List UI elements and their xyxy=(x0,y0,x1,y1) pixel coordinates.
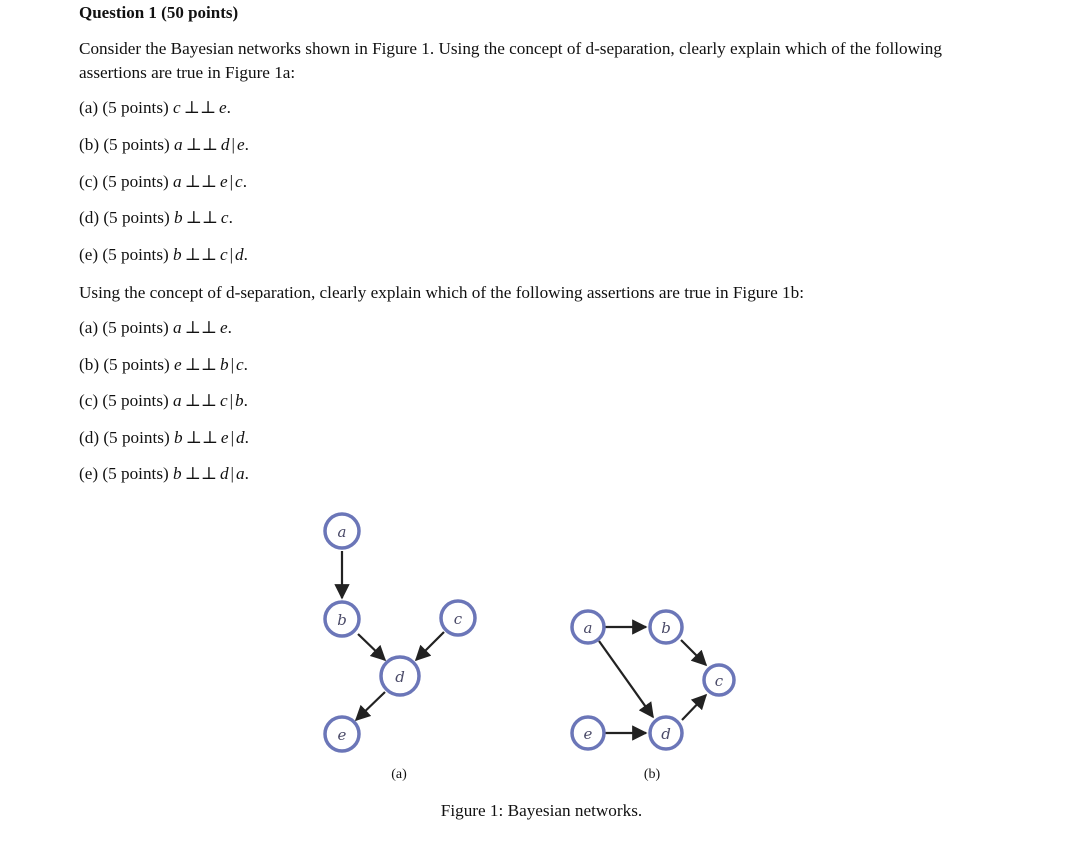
edge-c-d xyxy=(416,632,444,660)
node-b xyxy=(650,611,682,643)
assertion-1b-d: (d) (5 points) b ⊥⊥ e | d. xyxy=(79,428,249,447)
node-a xyxy=(572,611,604,643)
node-e xyxy=(325,717,359,751)
node-c xyxy=(704,665,734,695)
node-b xyxy=(325,602,359,636)
assertion-1b-e: (e) (5 points) b ⊥⊥ d | a. xyxy=(79,464,249,483)
assertion-1b-b: (b) (5 points) e ⊥⊥ b | c. xyxy=(79,355,248,374)
assertion-1a-b: (b) (5 points) a ⊥⊥ d | e. xyxy=(79,135,249,154)
svg-text:a: a xyxy=(337,523,347,541)
node-d xyxy=(381,657,419,695)
svg-text:e: e xyxy=(583,725,593,743)
svg-text:a: a xyxy=(583,619,593,637)
svg-text:d: d xyxy=(395,668,405,686)
intro-paragraph: Consider the Bayesian networks shown in Figure 1. Using the concept of d-separation, clearly explain which of the following assertions are true in Figure 1a: xyxy=(79,39,942,82)
svg-text:e: e xyxy=(337,726,347,744)
svg-text:d: d xyxy=(661,725,671,743)
assertion-1a-e: (e) (5 points) b ⊥⊥ c | d. xyxy=(79,245,248,264)
question-title: Question 1 (50 points) xyxy=(79,3,239,22)
edge-b-d xyxy=(358,634,385,660)
assertion-1a-d: (d) (5 points) b ⊥⊥ c. xyxy=(79,208,233,227)
edge-d-c xyxy=(682,695,706,720)
node-d xyxy=(650,717,682,749)
node-c xyxy=(441,601,475,635)
graph-b-nodes xyxy=(572,611,734,749)
edge-b-c xyxy=(681,640,706,665)
svg-text:c: c xyxy=(714,672,724,690)
svg-text:b: b xyxy=(661,619,671,637)
graph-a-nodes xyxy=(325,514,475,751)
node-e xyxy=(572,717,604,749)
graph-b-edges xyxy=(599,627,706,733)
figure-caption: Figure 1: Bayesian networks. xyxy=(440,801,643,820)
edge-a-d xyxy=(599,641,653,717)
assertion-1a-a: (a) (5 points) c ⊥⊥ e. xyxy=(79,98,231,117)
edge-d-e xyxy=(356,692,385,720)
intro-b-paragraph: Using the concept of d-separation, clearly explain which of the following assertions are true in Figure 1b: xyxy=(79,283,805,302)
graph-b-sublabel: (b) xyxy=(643,767,661,782)
assertion-1b-c: (c) (5 points) a ⊥⊥ c | b. xyxy=(79,391,248,410)
svg-text:c: c xyxy=(453,610,463,628)
svg-text:b: b xyxy=(337,611,347,629)
node-a xyxy=(325,514,359,548)
assertion-1b-a: (a) (5 points) a ⊥⊥ e. xyxy=(79,318,232,337)
assertion-1a-c: (c) (5 points) a ⊥⊥ e | c. xyxy=(79,172,247,191)
bayesian-networks-figure xyxy=(0,500,1065,800)
graph-a-sublabel: (a) xyxy=(391,767,407,782)
